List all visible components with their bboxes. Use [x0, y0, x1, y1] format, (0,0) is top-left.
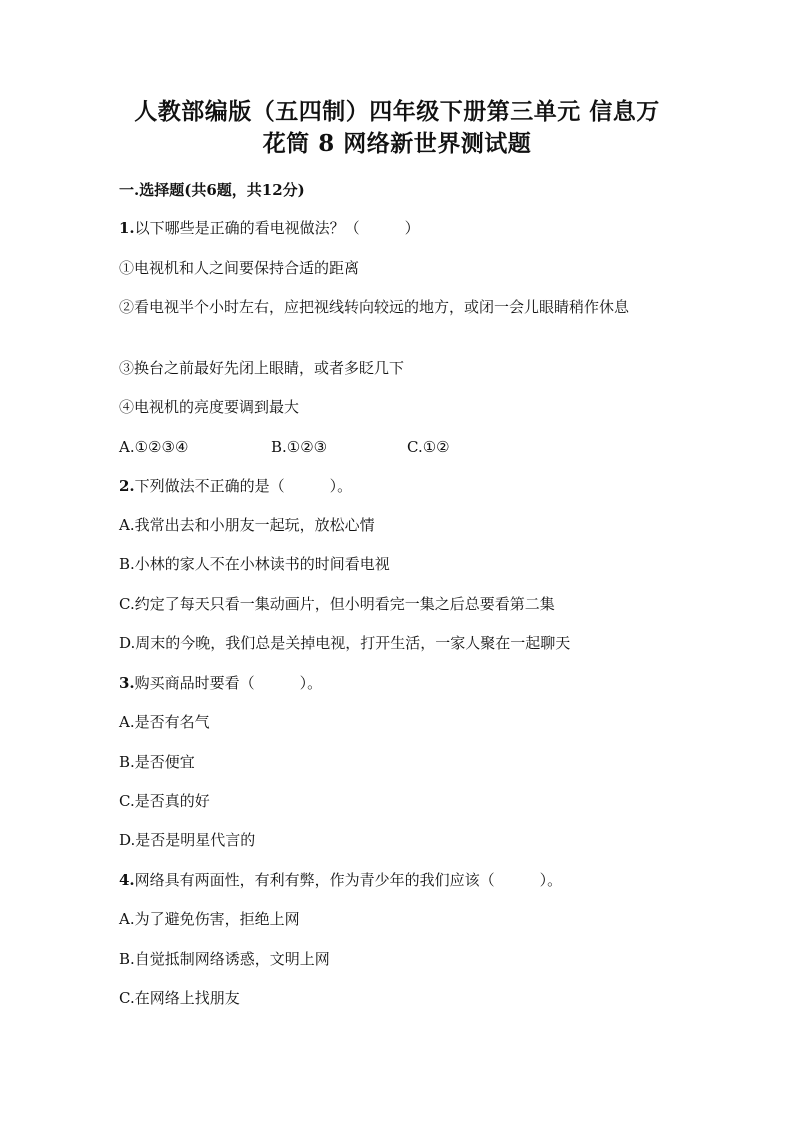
list-item: ④电视机的亮度要调到最大: [119, 398, 300, 416]
list-item: ③换台之前最好先闭上眼睛，或者多眨几下: [119, 359, 405, 377]
question-3: [119, 673, 322, 693]
option-a[interactable]: A.为了避免伤害，拒绝上网: [119, 910, 300, 928]
question-text: 网络具有两面性，有利有弊，作为青少年的我们应该（ ）。: [134, 871, 563, 889]
page-title-line-2: 花筒 8 网络新世界测试题: [262, 130, 532, 157]
option-a[interactable]: A.①②③④: [119, 438, 189, 456]
question-4: [119, 870, 562, 890]
question-number: 1.: [119, 219, 135, 237]
question-text: 下列做法不正确的是（ ）。: [134, 477, 353, 495]
question-text: 购买商品时要看（ ）。: [134, 674, 323, 692]
option-c[interactable]: C.在网络上找朋友: [119, 989, 240, 1007]
option-c[interactable]: C.是否真的好: [119, 792, 210, 810]
option-d[interactable]: D.周末的今晚，我们总是关掉电视，打开生活，一家人聚在一起聊天: [119, 634, 571, 652]
option-b[interactable]: B.自觉抵制网络诱惑，文明上网: [119, 950, 330, 968]
option-a[interactable]: A.是否有名气: [119, 713, 210, 731]
option-a[interactable]: A.我常出去和小朋友一起玩，放松心情: [119, 516, 375, 534]
option-c[interactable]: C.约定了每天只看一集动画片，但小明看完一集之后总要看第二集: [119, 595, 555, 613]
page-title-line-1: 人教部编版（五四制）四年级下册第三单元 信息万: [134, 98, 660, 125]
option-b[interactable]: B.小林的家人不在小林读书的时间看电视: [119, 555, 390, 573]
question-number: 3.: [119, 674, 135, 692]
option-d[interactable]: D.是否是明星代言的: [119, 831, 256, 849]
option-b[interactable]: B.是否便宜: [119, 753, 195, 771]
list-item: ②看电视半个小时左右，应把视线转向较远的地方，或闭一会儿眼睛稍作休息: [119, 298, 630, 316]
question-number: 2.: [119, 477, 135, 495]
question-1: [119, 218, 420, 238]
section-heading: 一.选择题(共6题，共12分): [119, 181, 305, 199]
option-b[interactable]: B.①②③: [271, 438, 328, 456]
question-number: 4.: [119, 871, 135, 889]
question-text: 以下哪些是正确的看电视做法？（ ）: [134, 219, 420, 237]
list-item: ①电视机和人之间要保持合适的距离: [119, 259, 360, 277]
option-c[interactable]: C.①②: [407, 438, 450, 456]
question-2: [119, 476, 352, 496]
